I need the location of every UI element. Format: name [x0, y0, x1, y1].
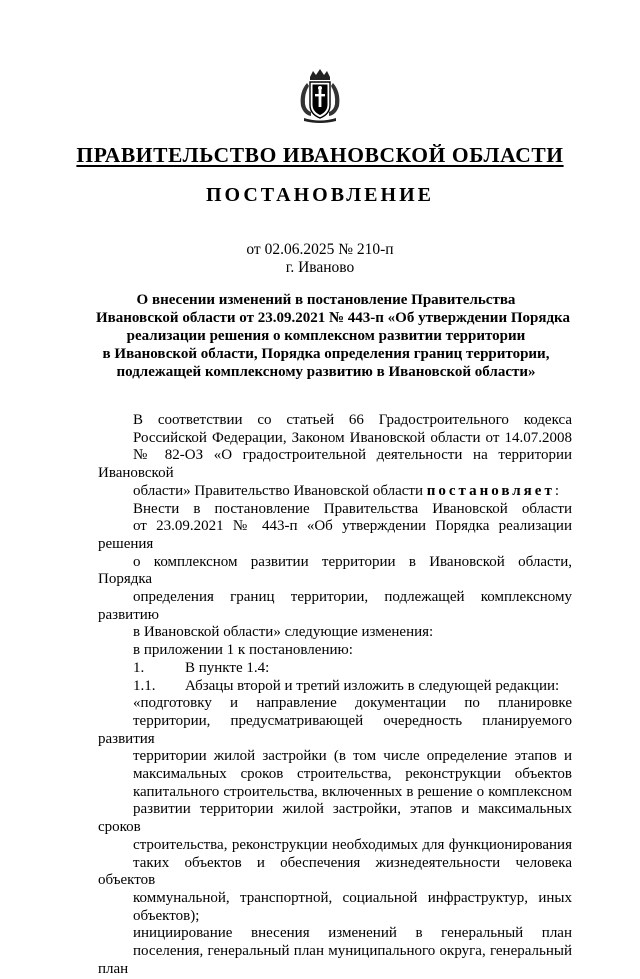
document-date-number: от 02.06.2025 № 210-п [246, 241, 394, 258]
item-1 [98, 660, 572, 678]
paragraph-line: территории жилой застройки (в том числе определение этапов и [133, 748, 572, 765]
decree-colon: : [554, 482, 559, 499]
paragraph-line: в Ивановской области» следующие изменения: [133, 624, 434, 641]
coat-of-arms-icon [296, 68, 344, 124]
document-city: г. Иваново [285, 259, 355, 276]
paragraph-line: В соответствии со статьей 66 Градостроительного кодекса [133, 412, 572, 428]
document-type: ПОСТАНОВЛЕНИЕ [206, 184, 434, 206]
quoted-paragraph [98, 695, 572, 925]
subject-line: О внесении изменений в постановление Правительства [136, 292, 516, 308]
organization-name: ПРАВИТЕЛЬСТВО ИВАНОВСКОЙ ОБЛАСТИ [76, 143, 564, 167]
paragraph-text: области» Правительство Ивановской области [133, 482, 423, 499]
paragraph-line: строительства, реконструкции необходимых для функционирования [133, 836, 572, 853]
paragraph-line: определения границ территории, подлежащей комплексному развитию [98, 589, 572, 623]
subject-line: Ивановской области от 23.09.2021 № 443-п «Об утверждении Порядка [96, 310, 570, 326]
paragraph-line: о комплексном развитии территории в Ивановской области, Порядка [98, 553, 572, 588]
paragraph-line: от 23.09.2021 № 443-п «Об утверждении Порядка реализации решения [98, 518, 572, 552]
document-subject [96, 291, 570, 381]
paragraph-line: Внести в постановление Правительства Ивановской области [133, 500, 572, 517]
item-text: Абзацы второй и третий изложить в следующей редакции: [185, 677, 560, 694]
initiation-paragraph [98, 925, 572, 978]
item-number: 1.1. [133, 677, 156, 694]
preamble-paragraph [98, 412, 572, 501]
item-number: 1. [133, 659, 145, 676]
paragraph-line: № 82-ОЗ «О градостроительной деятельности на территории Ивановской [98, 447, 572, 482]
subject-line: реализации решения о комплексном развитии территории [126, 328, 526, 344]
paragraph-line: коммунальной, транспортной, социальной инфраструктур, иных [133, 889, 572, 906]
paragraph-line: инициирование внесения изменений в генеральный план [133, 925, 572, 942]
item-1-1 [98, 678, 572, 696]
decree-word: постановляет [426, 482, 555, 499]
appendix-paragraph: в приложении 1 к постановлению: [133, 642, 353, 659]
paragraph-line [98, 483, 572, 501]
paragraph-line: максимальных сроков строительства, реконструкции объектов [133, 766, 572, 783]
subject-line: в Ивановской области, Порядка определения границ территории, [102, 346, 550, 362]
document-body [98, 412, 572, 979]
item-text: В пункте 1.4: [185, 659, 270, 676]
paragraph-line: таких объектов и обеспечения жизнедеятельности человека объектов [98, 854, 572, 889]
paragraph-line: поселения, генеральный план муниципального округа, генеральный план [98, 943, 572, 977]
paragraph-line: территории, предусматривающей очередность планируемого развития [98, 712, 572, 747]
paragraph-line: капитального строительства, включенных в решение о комплексном [133, 783, 572, 800]
paragraph-line: развитии территории жилой застройки, этапов и максимальных сроков [98, 801, 572, 836]
paragraph-line: Российской Федерации, Законом Ивановской области от 14.07.2008 [133, 429, 572, 446]
subject-line: подлежащей комплексному развитию в Ивановской области» [116, 364, 536, 380]
paragraph-line: «подготовку и направление документации по планировке [133, 695, 572, 712]
amendment-paragraph [98, 501, 572, 643]
paragraph-line: объектов); [133, 907, 200, 924]
